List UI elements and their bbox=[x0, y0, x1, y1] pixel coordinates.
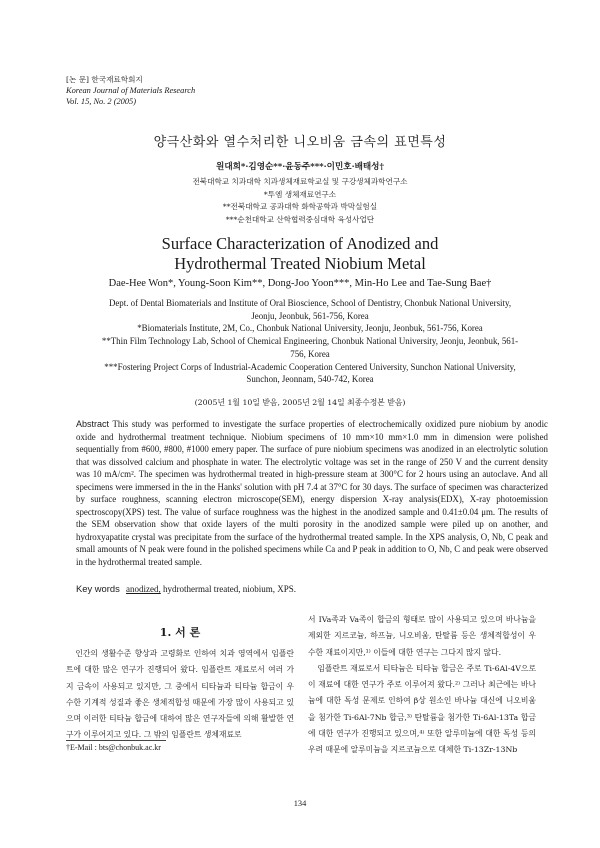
body-paragraph: 인간의 생활수준 향상과 고령화로 인하여 치과 영역에서 임플란트에 대한 많은 연구가 진행되어 왔다. 임플란트 재료로서 여러 가지 금속이 사용되고 있지만, 그 중에서 티타늄과 티타늄 합금이 우수한 기계적 성질과 좋은 생체적합성 때문에 가장 많이 사용되고 있으며 이러한 티타늄 합금에 대하여 많은 연구자들에 의해 활발한 연구가 이루어지고 있다. 그 밖의 임플란트 생체재료로 bbox=[66, 649, 294, 740]
body-paragraph: 서 IVa족과 Va족이 합금의 형태로 많이 사용되고 있으며 바나늄을 제외한 지르코늄, 하프늄, 니오비움, 탄탈륨 등은 생체적합성이 우수한 재료이지만,¹⁾ 이들에 대한 연구는 그다지 많지 않다. bbox=[308, 615, 536, 657]
journal-header bbox=[66, 74, 195, 107]
english-title-line: Hydrothermal Treated Niobium Metal bbox=[174, 254, 426, 273]
english-affiliation: *Biomaterials Institute, 2M, Co., Chonbuk National University, Jeonju, Jeonbuk, 561-756, Korea bbox=[137, 323, 483, 334]
received-dates: (2005년 1월 10일 받음, 2005년 2월 14일 최종수정본 받음) bbox=[194, 398, 406, 407]
korean-affiliation: ***순천대학교 산학협력중심대학 육성사업단 bbox=[225, 214, 375, 224]
abstract bbox=[76, 418, 548, 569]
article-type-line: [논 문] 한국재료학회지 bbox=[66, 75, 143, 84]
korean-affiliations bbox=[0, 176, 600, 226]
english-affiliation: ***Fostering Project Corps of Industrial-Academic Cooperation Centered University, Sunchon National University, Sunchon, Jeonnam, 540-742, Korea bbox=[104, 361, 516, 385]
footnote-email: †E-Mail : bts@chonbuk.ac.kr bbox=[66, 743, 161, 752]
body-left-column bbox=[66, 646, 294, 744]
journal-name: Korean Journal of Materials Research bbox=[66, 86, 196, 95]
korean-affiliation: *투엠 생체재료연구소 bbox=[263, 189, 337, 199]
english-affiliation: Dept. of Dental Biomaterials and Institute of Oral Bioscience, School of Dentistry, Chonbuk National University, Jeonju, Jeonbuk, 561-756, Korea bbox=[108, 298, 512, 321]
body-right-column bbox=[308, 612, 536, 759]
journal-volume: Vol. 15, No. 2 (2005) bbox=[66, 97, 137, 106]
abstract-text: This study was performed to investigate the surface properties of electrochemically oxidized pure niobium by anodic oxide and hydrothermal treatment technique. Niobium specimens of 10 mm×10 mm×1.0 mm in dimension were polished sequentially from #600, #800, #1000 emery paper. The surface of pure niobium specimens was anodized in an electrolytic solution that was dissolved calcium and phosphate in water. The electrolytic voltage was set in the range of 250 V and the current density was 10 mA/cm². The specimen was hydrothermal treated in high-pressure steam at 300°C for 2 hours using an autoclave. And all specimens were immersed in the in the Hanks' solution with pH 7.4 at 37°C for 30 days. The surface of specimen was characterized by surface roughness, scanning electron microscope(SEM), energy dispersion X-ray analysis(EDX), X-ray photoemission spectroscopy(XPS) test. The value of surface roughness was the highest in the anodized sample and 0.41±0.04 μm. The results of the SEM observation show that oxide layers of the multi porosity in the anodized sample were piled up on another, and hydroxyapatite crystal was precipitate from the surface of the hydrothermal treated sample. In the XPS analysis, O, Nb, C peak and small amounts of N peak were found in the polished specimens while Ca and P peak in addition to O, Nb, C and peak were observed in the hydrothermal treated sample. bbox=[76, 419, 548, 568]
keyword-anodized: anodized, bbox=[126, 584, 161, 594]
korean-affiliation: **전북대학교 공과대학 화학공학과 박막실험실 bbox=[222, 202, 378, 212]
abstract-label: Abstract bbox=[76, 419, 110, 429]
keywords-rest: hydrothermal treated, niobium, XPS. bbox=[160, 584, 296, 594]
footnote-divider bbox=[66, 740, 166, 741]
korean-authors: 원대희*·김영순**·윤동주***·이민호·배태성† bbox=[216, 162, 384, 172]
english-authors: Dae-Hee Won*, Young-Soon Kim**, Dong-Joo Yoon***, Min-Ho Lee and Tae-Sung Bae† bbox=[108, 278, 492, 289]
korean-title: 양극산화와 열수처리한 니오비움 금속의 표면특성 bbox=[153, 135, 447, 150]
english-title-line: Surface Characterization of Anodized and bbox=[161, 234, 439, 253]
section-title: 1. 서 론 bbox=[159, 626, 201, 639]
english-affiliation: **Thin Film Technology Lab, School of Chemical Engineering, Chonbuk National University, Jeonju, Jeonbuk, 561-756, Korea bbox=[101, 336, 519, 359]
english-title bbox=[0, 234, 600, 274]
keywords bbox=[76, 583, 548, 594]
korean-affiliation: 전북대학교 치과대학 치과생체재료학교실 및 구강생체과학연구소 bbox=[192, 177, 408, 186]
body-paragraph: 임플란트 재료로서 티타늄은 티타늄 합금은 주로 Ti-6Al-4V으로 이 재료에 대한 연구가 주로 이루어져 왔다.²⁾ 그러나 최근에는 바나늄에 대한 독성 문제로 인하여 β상 원소인 바나늄 대신에 니오비움을 첨가한 Ti-6Al-7Nb 합금,³⁾ 탄탈륨을 첨가한 Ti-6Al-13Ta 합금에 대한 연구가 진행되고 있으며,⁴⁾ 또한 알루미늄에 대한 독성 등의 우려 때문에 알루미늄을 지르코늄으로 대체한 Ti-13Zr-13Nb bbox=[308, 663, 536, 755]
page-number: 134 bbox=[293, 799, 307, 808]
english-affiliations bbox=[100, 297, 520, 386]
keywords-label: Key words bbox=[76, 583, 120, 594]
